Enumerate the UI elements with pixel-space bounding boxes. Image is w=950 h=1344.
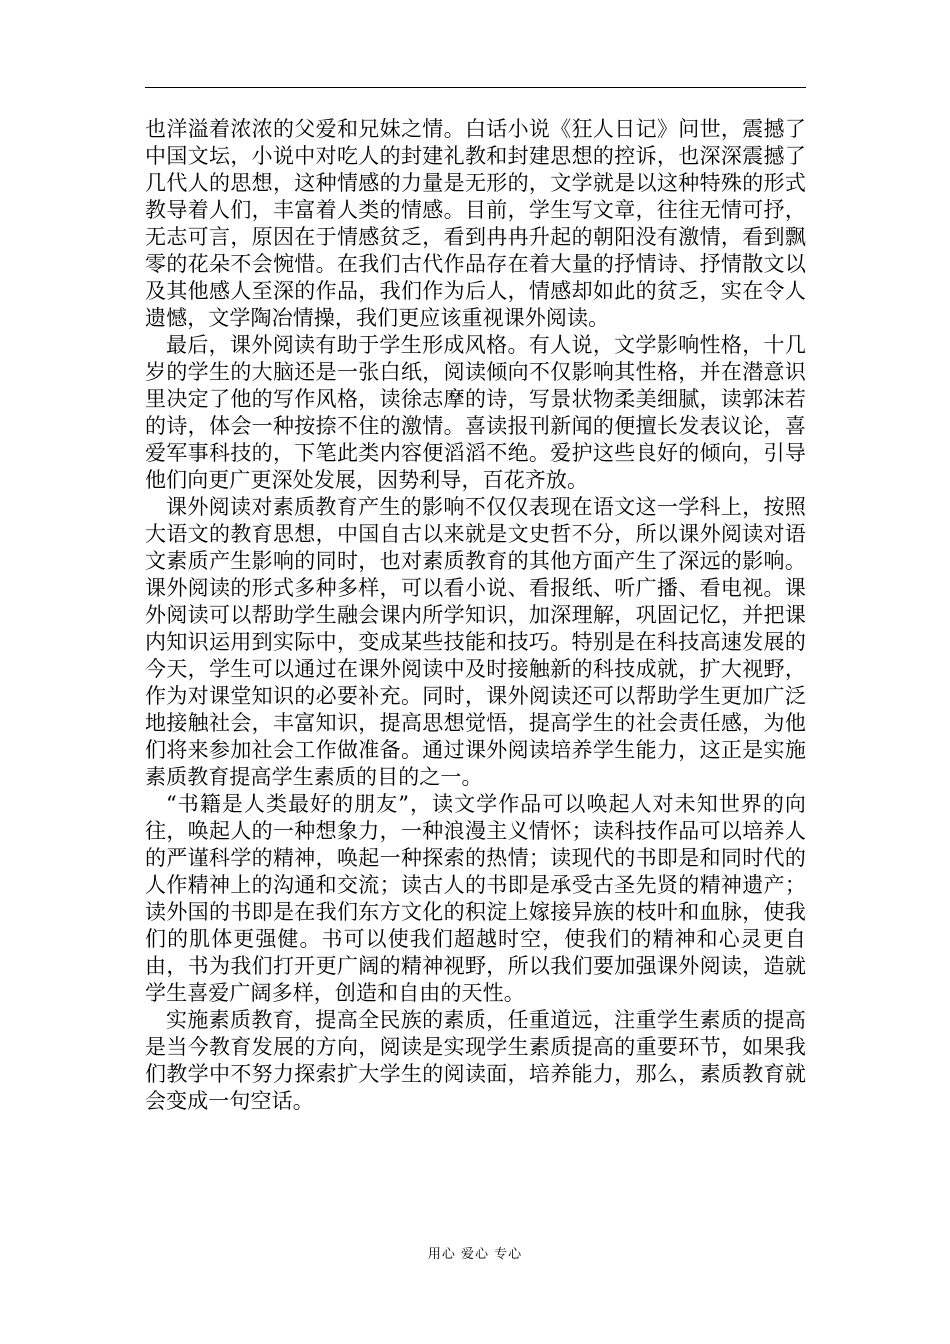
- paragraph-2: 最后，课外阅读有助于学生形成风格。有人说，文学影响性格，十几岁的学生的大脑还是一张白纸，阅读倾向不仅影响其性格，并在潜意识里决定了他的写作风格，读徐志摩的诗，写景状物柔美细腻，读郭沫若的诗，体会一种按捺不住的激情。喜读报刊新闻的便擅长发表议论，喜爱军事科技的，下笔此类内容便滔滔不绝。爱护这些良好的倾向，引导他们向更广更深处发展，因势利导，百花齐放。: [145, 333, 806, 492]
- document-body: [145, 116, 806, 1115]
- paragraph-4: “书籍是人类最好的朋友”，读文学作品可以唤起人对未知世界的向往，唤起人的一种想象力，一种浪漫主义情怀；读科技作品可以培养人的严谨科学的精神，唤起一种探索的热情；读现代的书即是和同时代的人作精神上的沟通和交流；读古人的书即是承受古圣先贤的精神遗产；读外国的书即是在我们东方文化的积淀上嫁接异族的枝叶和血脉，使我们的肌体更强健。书可以使我们超越时空，使我们的精神和心灵更自由，书为我们打开更广阔的精神视野，所以我们要加强课外阅读，造就学生喜爱广阔多样，创造和自由的天性。: [145, 792, 806, 1005]
- paragraph-1: 也洋溢着浓浓的父爱和兄妹之情。白话小说《狂人日记》问世，震撼了中国文坛，小说中对吃人的封建礼教和封建思想的控诉，也深深震撼了几代人的思想，这种情感的力量是无形的，文学就是以这种特殊的形式教导着人们，丰富着人类的情感。目前，学生写文章，往往无情可抒，无志可言，原因在于情感贫乏，看到冉冉升起的朝阳没有激情，看到飘零的花朵不会惋惜。在我们古代作品存在着大量的抒情诗、抒情散文以及其他感人至深的作品，我们作为后人，情感却如此的贫乏，实在令人遗憾，文学陶冶情操，我们更应该重视课外阅读。: [145, 117, 806, 330]
- paragraph-5: 实施素质教育，提高全民族的素质，任重道远，注重学生素质的提高是当今教育发展的方向，阅读是实现学生素质提高的重要环节，如果我们教学中不努力探索扩大学生的阅读面，培养能力，那么，素质教育就会变成一句空话。: [145, 1008, 806, 1113]
- paragraph-3: 课外阅读对素质教育产生的影响不仅仅表现在语文这一学科上，按照大语文的教育思想，中国自古以来就是文史哲不分，所以课外阅读对语文素质产生影响的同时，也对素质教育的其他方面产生了深远的影响。课外阅读的形式多种多样，可以看小说、看报纸、听广播、看电视。课外阅读可以帮助学生融会课内所学知识，加深理解，巩固记忆，并把课内知识运用到实际中，变成某些技能和技巧。特别是在科技高速发展的今天，学生可以通过在课外阅读中及时接触新的科技成就，扩大视野，作为对课堂知识的必要补充。同时，课外阅读还可以帮助学生更加广泛地接触社会，丰富知识，提高思想觉悟，提高学生的社会责任感，为他们将来参加社会工作做准备。通过课外阅读培养学生能力，这正是实施素质教育提高学生素质的目的之一。: [145, 495, 806, 789]
- header-rule: [145, 87, 806, 88]
- page-footer: 用心 爱心 专心: [427, 1247, 523, 1262]
